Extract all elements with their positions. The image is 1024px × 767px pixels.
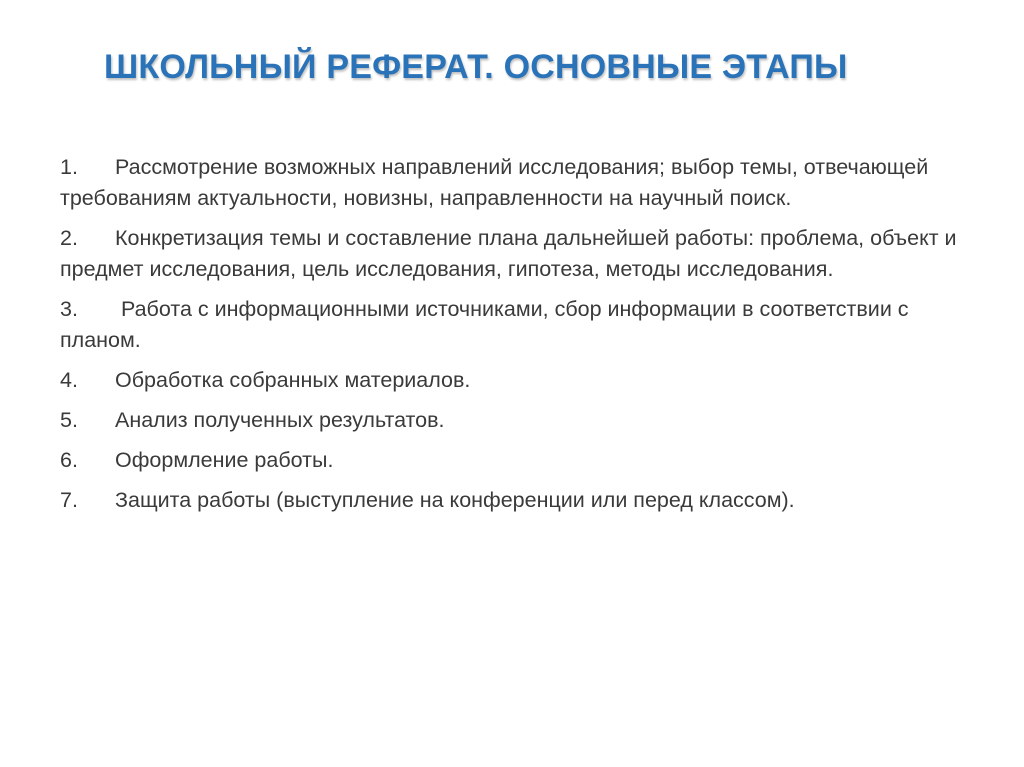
item-text: Оформление работы.	[115, 448, 334, 472]
item-number: 5.	[60, 408, 78, 432]
list-item	[60, 152, 980, 214]
list-item	[60, 365, 980, 396]
list-item	[60, 405, 980, 436]
item-text: Защита работы (выступление на конференции или перед классом).	[115, 488, 795, 512]
list-item	[60, 445, 980, 476]
list-item	[60, 294, 980, 356]
item-number: 6.	[60, 448, 78, 472]
item-text: Обработка собранных материалов.	[115, 368, 471, 392]
item-text: Конкретизация темы и составление плана дальнейшей работы: проблема, объект и предмет исследования, цель исследования, гипотеза, методы исследования.	[60, 226, 957, 281]
item-number: 4.	[60, 368, 78, 392]
item-text: Рассмотрение возможных направлений исследования; выбор темы, отвечающей требованиям актуальности, новизны, направленности на научный поиск.	[60, 155, 929, 210]
list-item	[60, 223, 980, 285]
list-item	[60, 485, 980, 516]
stages-list	[60, 152, 980, 525]
item-number: 1.	[60, 155, 78, 179]
item-number: 3.	[60, 297, 78, 321]
item-number: 7.	[60, 488, 78, 512]
slide-title: ШКОЛЬНЫЙ РЕФЕРАТ. ОСНОВНЫЕ ЭТАПЫ	[104, 48, 848, 86]
item-number: 2.	[60, 226, 78, 250]
item-text: Анализ полученных результатов.	[115, 408, 445, 432]
item-text: Работа с информационными источниками, сбор информации в соответствии с планом.	[60, 297, 909, 352]
